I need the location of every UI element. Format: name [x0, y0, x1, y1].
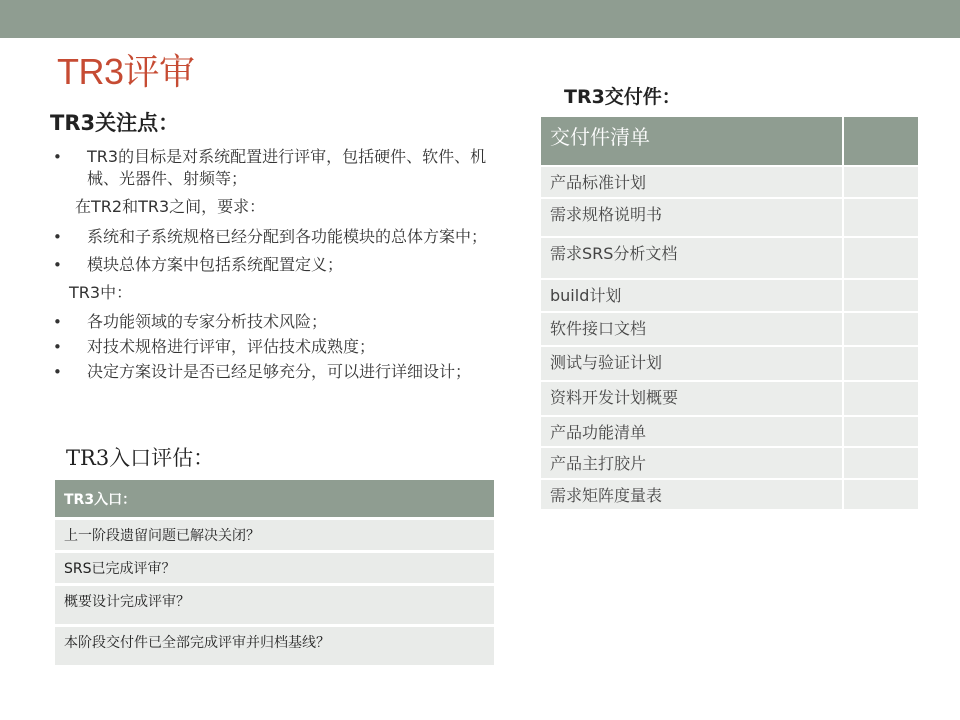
table-cell: 测试与验证计划 [541, 346, 843, 381]
note-bullet: • TR3的目标是对系统配置进行评审，包括硬件、软件、机械、光器件、射频等； [50, 146, 510, 190]
table-row [541, 381, 918, 416]
table-row [541, 447, 918, 479]
table-cell: SRS已完成评审？ [55, 552, 494, 585]
table-cell: 概要设计完成评审？ [55, 585, 494, 626]
table-cell: build计划 [541, 279, 843, 312]
table-cell: 资料开发计划概要 [541, 381, 843, 416]
table-cell: 产品标准计划 [541, 166, 843, 198]
table-cell [843, 237, 918, 279]
table-row [55, 552, 494, 585]
table-row [541, 346, 918, 381]
table-cell [843, 416, 918, 447]
table-row [541, 416, 918, 447]
table-row [55, 626, 494, 666]
table-cell: 需求规格说明书 [541, 198, 843, 237]
table-cell [843, 198, 918, 237]
entry-table [55, 480, 494, 665]
table-cell [843, 479, 918, 509]
table-cell [843, 381, 918, 416]
top-banner [0, 0, 960, 38]
table-cell: 需求SRS分析文档 [541, 237, 843, 279]
table-row [55, 519, 494, 552]
table-row [541, 166, 918, 198]
table-cell [843, 312, 918, 346]
table-cell [843, 346, 918, 381]
slide-title: TR3评审 [57, 51, 195, 92]
entry-heading: TR3入口评估： [66, 446, 215, 470]
table-cell: 软件接口文档 [541, 312, 843, 346]
table-header-cell: TR3入口： [55, 480, 494, 519]
table-header-row [55, 480, 494, 519]
table-header-row [541, 117, 918, 166]
note-paragraph: 在TR2和TR3之间，要求： [75, 197, 266, 216]
note-bullet: • 系统和子系统规格已经分配到各功能模块的总体方案中； [50, 226, 510, 248]
note-bullet: • 决定方案设计是否已经足够充分，可以进行详细设计； [50, 361, 510, 383]
table-cell [843, 279, 918, 312]
focus-notes [50, 146, 510, 389]
table-cell [843, 166, 918, 198]
table-row [541, 237, 918, 279]
table-row [55, 585, 494, 626]
table-cell: 产品功能清单 [541, 416, 843, 447]
table-row [541, 279, 918, 312]
note-bullet: • 各功能领域的专家分析技术风险； [50, 311, 510, 333]
table-cell: 需求矩阵度量表 [541, 479, 843, 509]
table-cell: 本阶段交付件已全部完成评审并归档基线？ [55, 626, 494, 666]
table-row [541, 479, 918, 509]
table-header-cell: 交付件清单 [541, 117, 843, 166]
table-row [541, 198, 918, 237]
focus-heading: TR3关注点： [50, 111, 180, 135]
note-paragraph: TR3中： [69, 283, 133, 302]
table-row [541, 312, 918, 346]
table-cell: 上一阶段遗留问题已解决关闭？ [55, 519, 494, 552]
table-cell [843, 447, 918, 479]
table-cell: 产品主打胶片 [541, 447, 843, 479]
deliverables-heading: TR3交付件： [564, 86, 681, 108]
table-header-cell [843, 117, 918, 166]
deliverables-table [541, 117, 918, 509]
note-bullet: • 模块总体方案中包括系统配置定义； [50, 254, 510, 276]
note-bullet: • 对技术规格进行评审，评估技术成熟度； [50, 336, 510, 358]
